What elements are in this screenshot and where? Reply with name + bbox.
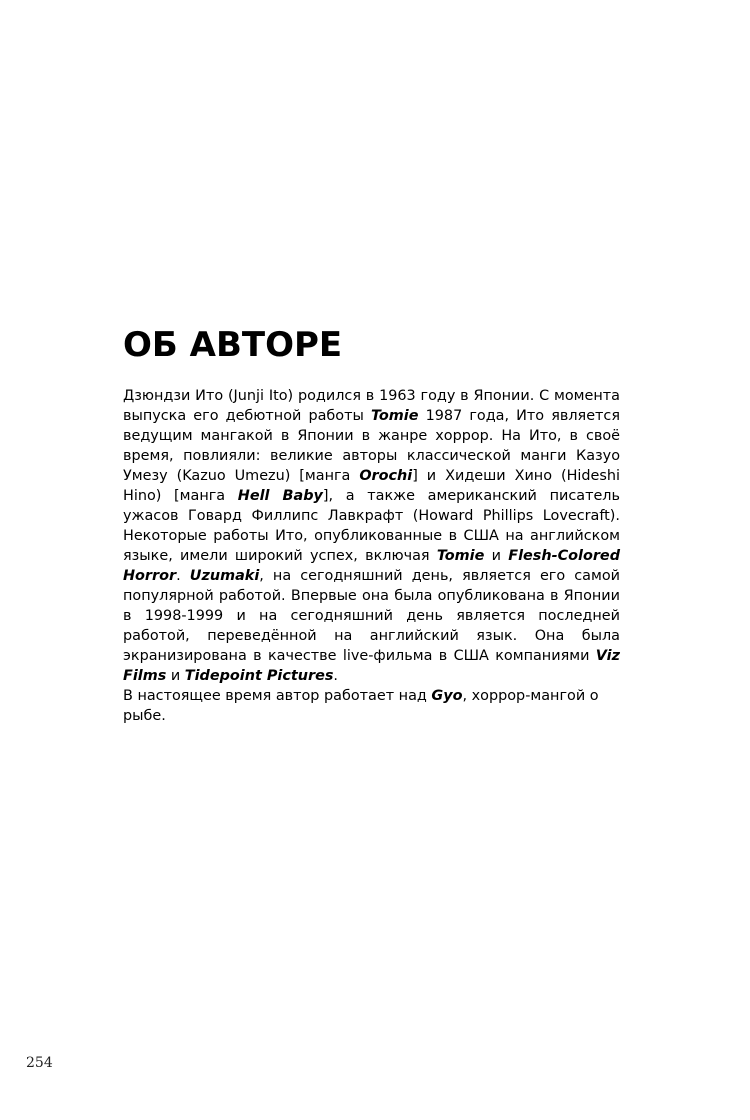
- text-run: ], а также американский писатель ужасов Говард Филлипс Лавкрафт (Howard Phillips Lovecraft). Некоторые работы Ито, опубликованные в США на английском языке, имели широкий успех, включая: [123, 488, 620, 564]
- page-number: 254: [26, 1055, 53, 1071]
- text-run: Дзюндзи Ито (Junji Ito) родился в 1963 году в Японии. С момента выпуска его дебютной работы: [123, 388, 620, 424]
- company-viz-films: Viz Films: [123, 648, 620, 684]
- work-title-gyo: Gyo: [431, 688, 463, 704]
- text-run: , хоррор-мангой о рыбе.: [123, 688, 599, 724]
- current-work-paragraph: [123, 686, 620, 726]
- text-run: .: [333, 668, 338, 684]
- text-run: В настоящее время автор работает над: [123, 688, 432, 704]
- work-title-tomie: Tomie: [370, 408, 419, 424]
- company-tidepoint-pictures: Tidepoint Pictures: [184, 668, 334, 684]
- work-title-orochi: Orochi: [359, 468, 413, 484]
- text-run: 1987 года, Ито является ведущим мангакой в Японии в жанре хоррор. На Ито, в своё время, повлияли: великие авторы классической манги Казуо Умезу (Kazuo Umezu) [манга: [123, 408, 620, 484]
- text-run: и: [484, 548, 509, 564]
- text-run: .: [176, 568, 190, 584]
- text-run: , на сегодняшний день, является его самой популярной работой. Впервые она была опубликована в Японии в 1998-1999 и на сегодняшний день является последней работой, переведённой на английский язык. Она была экранизирована в качестве live-фильма в США компаниями: [123, 568, 620, 664]
- work-title-flesh-colored-horror: Flesh-Colored Horror: [123, 548, 620, 584]
- author-bio-paragraph: [123, 386, 620, 686]
- page-title: ОБ АВТОРЕ: [123, 325, 343, 365]
- work-title-tomie-2: Tomie: [436, 548, 485, 564]
- work-title-uzumaki: Uzumaki: [189, 568, 260, 584]
- text-run: ] и Хидеши Хино (Hideshi Hino) [манга: [123, 468, 621, 504]
- text-run: и: [166, 668, 185, 684]
- work-title-hell-baby: Hell Baby: [237, 488, 323, 504]
